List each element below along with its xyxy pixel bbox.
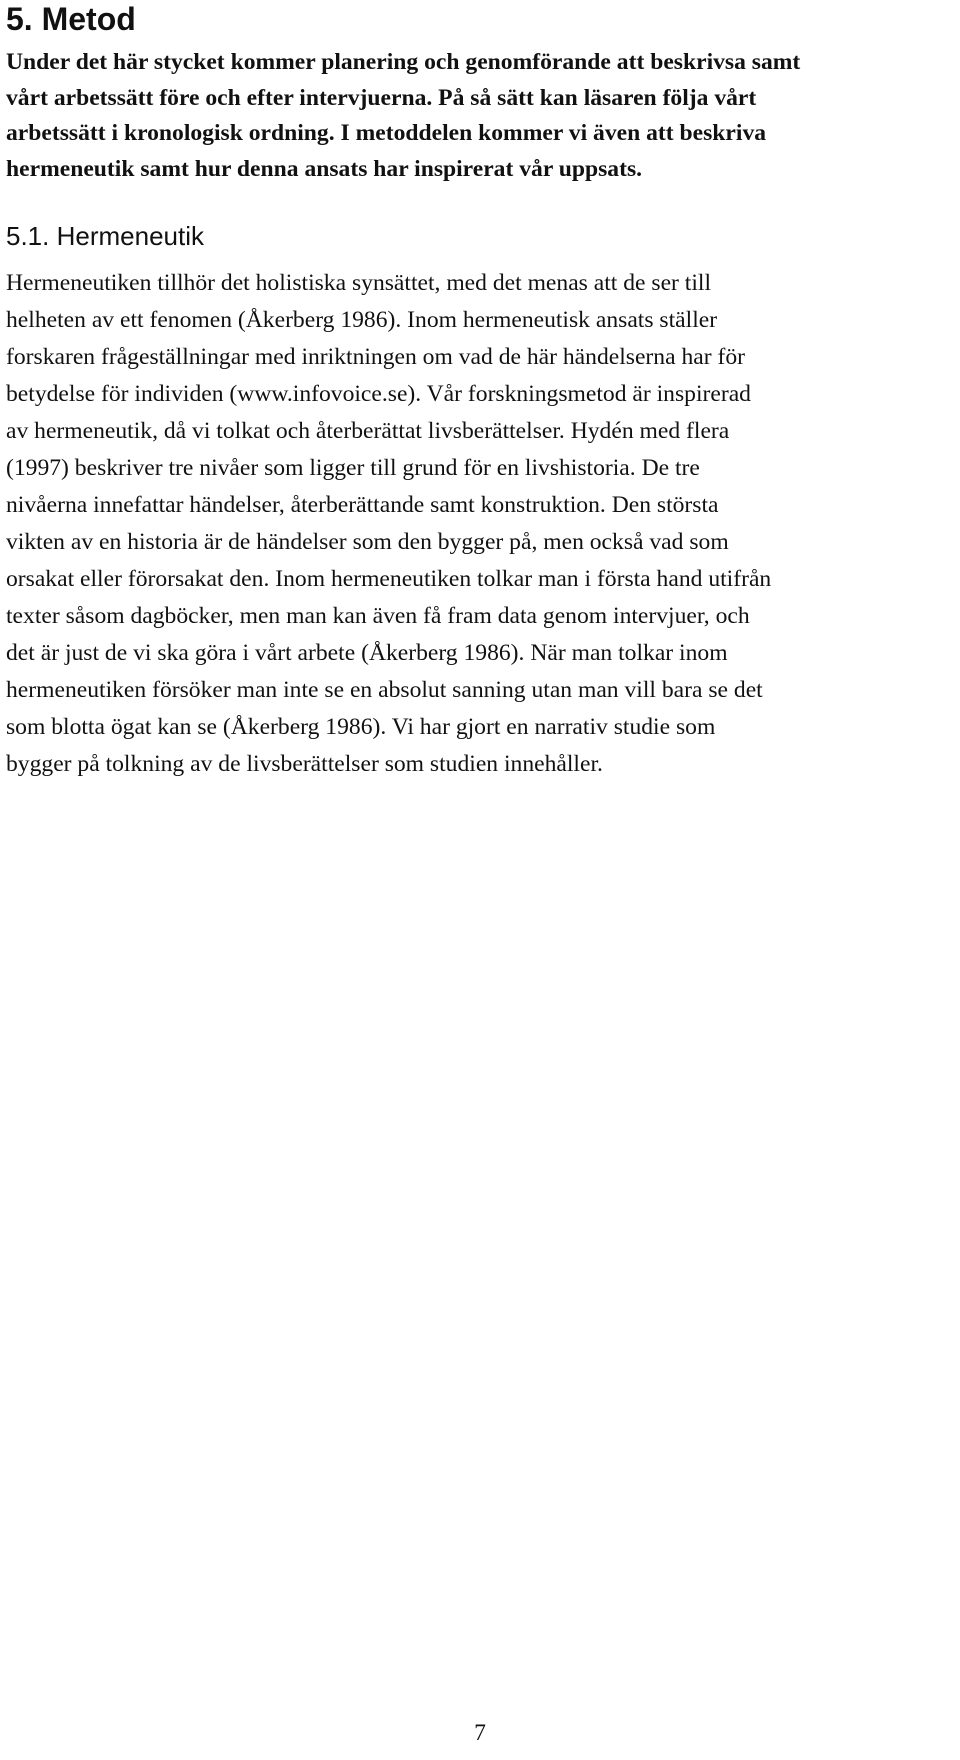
text-line: hermeneutik samt hur denna ansats har inspirerat vår uppsats. (6, 155, 643, 182)
subsection-heading: 5.1. Hermeneutik (6, 221, 204, 251)
text-line: Hermeneutiken tillhör det holistiska synsättet, med det menas att de ser till (6, 270, 712, 296)
text-line: det är just de vi ska göra i vårt arbete (Åkerberg 1986). När man tolkar inom (6, 640, 728, 666)
document-page (6, 0, 954, 1760)
page-number: 7 (474, 1720, 486, 1746)
text-line: texter såsom dagböcker, men man kan även få fram data genom intervjuer, och (6, 603, 750, 629)
subsection-body-paragraph (6, 265, 950, 783)
text-line: vårt arbetssätt före och efter intervjuerna. På så sätt kan läsaren följa vårt (6, 84, 757, 111)
text-line: orsakat eller förorsakat den. Inom hermeneutiken tolkar man i första hand utifrån (6, 566, 772, 592)
text-line: bygger på tolkning av de livsberättelser som studien innehåller. (6, 751, 603, 777)
text-line: forskaren frågeställningar med inriktningen om vad de här händelserna har för (6, 344, 745, 370)
text-line: arbetssätt i kronologisk ordning. I metoddelen kommer vi även att beskriva (6, 120, 767, 146)
text-line: (1997) beskriver tre nivåer som ligger till grund för en livshistoria. De tre (6, 455, 700, 481)
text-line: av hermeneutik, då vi tolkat och återberättat livsberättelser. Hydén med flera (6, 418, 730, 444)
text-line: helheten av ett fenomen (Åkerberg 1986). Inom hermeneutisk ansats ställer (6, 307, 718, 333)
text-line: betydelse för individen (www.infovoice.se). Vår forskningsmetod är inspirerad (6, 381, 751, 407)
text-line: Under det här stycket kommer planering och genomförande att beskrivsa samt (6, 49, 801, 75)
section-heading: 5. Metod (6, 1, 136, 37)
section-intro-paragraph (6, 45, 950, 187)
text-line: hermeneutiken försöker man inte se en absolut sanning utan man vill bara se det (6, 677, 763, 703)
text-line: som blotta ögat kan se (Åkerberg 1986). Vi har gjort en narrativ studie som (6, 714, 716, 740)
text-line: nivåerna innefattar händelser, återberättande samt konstruktion. Den största (6, 492, 719, 518)
text-line: vikten av en historia är de händelser som den bygger på, men också vad som (6, 529, 729, 555)
